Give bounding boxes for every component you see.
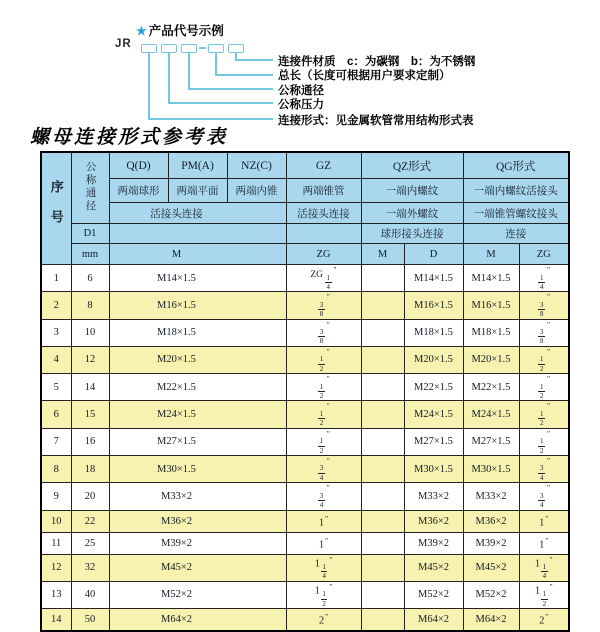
cell-qg-zg: 1 $\frac{1}{4}$ ″	[519, 554, 569, 581]
header-qz-d: D	[404, 244, 463, 265]
cell-qz-m	[361, 292, 404, 319]
cell-gz: $\frac{3}{8}$ ″	[286, 292, 361, 319]
header-qg-zg: ZG	[519, 244, 569, 265]
cell-gz: $\frac{1}{2}$ ″	[286, 401, 361, 428]
header-mm: mm	[71, 244, 109, 265]
cell-no: 14	[41, 609, 71, 632]
table-title: 螺母连接形式参考表	[30, 127, 229, 148]
cell-qg-m: M64×2	[463, 609, 519, 632]
connector-line	[215, 53, 217, 75]
cell-m: M30×1.5	[109, 455, 286, 482]
header-qz-sub1: 一端内螺纹	[361, 179, 463, 203]
cell-qz-m	[361, 609, 404, 632]
diagram-title	[136, 21, 224, 39]
cell-qg-zg: $\frac{1}{2}$ ″	[519, 428, 569, 455]
table-row	[41, 428, 569, 455]
cell-qz-d: M27×1.5	[404, 428, 463, 455]
cell-gz: $\frac{1}{2}$ ″	[286, 428, 361, 455]
cell-qz-m	[361, 265, 404, 292]
cell-qz-m	[361, 455, 404, 482]
cell-dn: 20	[71, 483, 109, 510]
connector-line	[168, 102, 273, 104]
cell-qz-d: M30×1.5	[404, 455, 463, 482]
cell-m: M33×2	[109, 483, 286, 510]
connector-line	[148, 53, 150, 119]
cell-qz-m	[361, 346, 404, 373]
cell-no: 4	[41, 346, 71, 373]
cell-dn: 25	[71, 532, 109, 554]
table-row	[41, 401, 569, 428]
cell-qg-m: M45×2	[463, 554, 519, 581]
table-row	[41, 319, 569, 346]
cell-qz-m	[361, 554, 404, 581]
cell-qg-zg: 1″	[519, 532, 569, 554]
cell-qz-m	[361, 401, 404, 428]
code-label-length: 总长（长度可根据用户要求定制）	[278, 70, 451, 82]
header-zg-gz: ZG	[286, 244, 361, 265]
header-col-pm: PM(A)	[168, 152, 227, 179]
table-row	[41, 374, 569, 401]
cell-qg-m: M20×1.5	[463, 346, 519, 373]
cell-qg-m: M33×2	[463, 483, 519, 510]
cell-no: 12	[41, 554, 71, 581]
header-qg-sub3: 连接	[463, 224, 569, 244]
header-dn: 公称通径	[71, 152, 109, 224]
header-q-sub: 两端球形	[109, 179, 168, 203]
cell-qg-zg: $\frac{3}{8}$ ″	[519, 292, 569, 319]
cell-qz-m	[361, 532, 404, 554]
table-row	[41, 346, 569, 373]
cell-dn: 22	[71, 510, 109, 532]
code-dash	[199, 47, 206, 49]
diagram-title-text: 产品代号示例	[148, 24, 224, 38]
cell-gz: 1 $\frac{1}{4}$ ″	[286, 554, 361, 581]
cell-no: 8	[41, 455, 71, 482]
cell-dn: 18	[71, 455, 109, 482]
table-row	[41, 510, 569, 532]
header-empty-1	[109, 224, 286, 244]
cell-qz-d: M20×1.5	[404, 346, 463, 373]
cell-qg-m: M30×1.5	[463, 455, 519, 482]
header-qg-sub2: 一端锥管螺纹接头	[463, 203, 569, 224]
header-m3: M	[109, 244, 286, 265]
cell-dn: 6	[71, 265, 109, 292]
cell-m: M14×1.5	[109, 265, 286, 292]
header-col-qg: QG形式	[463, 152, 569, 179]
star-icon: ★	[136, 24, 147, 38]
header-col-gz: GZ	[286, 152, 361, 179]
cell-qz-d: M24×1.5	[404, 401, 463, 428]
cell-no: 6	[41, 401, 71, 428]
cell-m: M39×2	[109, 532, 286, 554]
connector-line	[215, 74, 273, 76]
cell-dn: 14	[71, 374, 109, 401]
cell-gz: 1″	[286, 510, 361, 532]
cell-qg-zg: $\frac{1}{2}$ ″	[519, 401, 569, 428]
cell-dn: 8	[71, 292, 109, 319]
table-row	[41, 483, 569, 510]
header-nz-sub: 两端内锥	[227, 179, 286, 203]
header-qg-sub1: 一端内螺纹活接头	[463, 179, 569, 203]
cell-m: M52×2	[109, 581, 286, 608]
cell-qg-m: M36×2	[463, 510, 519, 532]
table-row	[41, 581, 569, 608]
header-empty-2	[286, 224, 361, 244]
table-row	[41, 292, 569, 319]
cell-no: 2	[41, 292, 71, 319]
cell-qg-zg: $\frac{3}{4}$ ″	[519, 483, 569, 510]
header-qg-m: M	[463, 244, 519, 265]
cell-qg-zg: $\frac{1}{2}$ ″	[519, 374, 569, 401]
header-d1: D1	[71, 224, 109, 244]
cell-m: M16×1.5	[109, 292, 286, 319]
cell-qg-m: M22×1.5	[463, 374, 519, 401]
cell-m: M18×1.5	[109, 319, 286, 346]
cell-no: 3	[41, 319, 71, 346]
cell-qz-d: M39×2	[404, 532, 463, 554]
cell-qg-zg: 2″	[519, 609, 569, 632]
cell-qg-m: M18×1.5	[463, 319, 519, 346]
header-qz-m: M	[361, 244, 404, 265]
code-box-4	[208, 44, 224, 53]
cell-m: M20×1.5	[109, 346, 286, 373]
cell-qz-d: M36×2	[404, 510, 463, 532]
cell-gz: 1 $\frac{1}{2}$ ″	[286, 581, 361, 608]
cell-qz-d: M22×1.5	[404, 374, 463, 401]
table-row	[41, 265, 569, 292]
table-row	[41, 554, 569, 581]
cell-m: M27×1.5	[109, 428, 286, 455]
connector-line	[188, 53, 190, 89]
header-gz-union: 活接头连接	[286, 203, 361, 224]
connector-line	[188, 88, 273, 90]
cell-qz-d: M18×1.5	[404, 319, 463, 346]
table-header	[41, 152, 569, 265]
cell-m: M24×1.5	[109, 401, 286, 428]
cell-qg-m: M16×1.5	[463, 292, 519, 319]
cell-qg-m: M14×1.5	[463, 265, 519, 292]
header-pm-sub: 两端平面	[168, 179, 227, 203]
header-seq: 序号	[41, 152, 71, 265]
header-qz-sub3: 球形接头连接	[361, 224, 463, 244]
code-label-diameter: 公称通径	[278, 85, 324, 97]
cell-qz-m	[361, 428, 404, 455]
connector-line	[168, 53, 170, 103]
header-qz-sub2: 一端外螺纹	[361, 203, 463, 224]
cell-qz-d: M33×2	[404, 483, 463, 510]
cell-dn: 16	[71, 428, 109, 455]
cell-dn: 15	[71, 401, 109, 428]
cell-qg-m: M27×1.5	[463, 428, 519, 455]
cell-qz-d: M64×2	[404, 609, 463, 632]
cell-qz-m	[361, 483, 404, 510]
connector-line	[235, 59, 273, 61]
cell-m: M64×2	[109, 609, 286, 632]
cell-qz-d: M45×2	[404, 554, 463, 581]
table-body	[41, 265, 569, 632]
product-code-prefix: JR	[115, 38, 132, 50]
header-col-qz: QZ形式	[361, 152, 463, 179]
cell-no: 5	[41, 374, 71, 401]
header-gz-sub: 两端锥管	[286, 179, 361, 203]
cell-gz: $\frac{3}{4}$ ″	[286, 455, 361, 482]
cell-dn: 50	[71, 609, 109, 632]
cell-no: 9	[41, 483, 71, 510]
header-union3: 活接头连接	[109, 203, 286, 224]
nut-connection-table	[40, 151, 570, 632]
code-box-2	[161, 44, 177, 53]
cell-dn: 10	[71, 319, 109, 346]
cell-no: 11	[41, 532, 71, 554]
cell-dn: 40	[71, 581, 109, 608]
cell-no: 1	[41, 265, 71, 292]
cell-qz-m	[361, 374, 404, 401]
cell-gz: $\frac{1}{2}$ ″	[286, 374, 361, 401]
cell-dn: 32	[71, 554, 109, 581]
code-label-pressure: 公称压力	[278, 99, 324, 111]
cell-gz: $\frac{1}{2}$ ″	[286, 346, 361, 373]
header-col-q: Q(D)	[109, 152, 168, 179]
cell-qg-zg: $\frac{3}{8}$ ″	[519, 319, 569, 346]
header-col-nz: NZ(C)	[227, 152, 286, 179]
cell-m: M45×2	[109, 554, 286, 581]
cell-no: 13	[41, 581, 71, 608]
cell-qz-d: M16×1.5	[404, 292, 463, 319]
cell-gz: 2″	[286, 609, 361, 632]
cell-qg-m: M24×1.5	[463, 401, 519, 428]
code-box-3	[181, 44, 197, 53]
cell-qg-zg: 1 $\frac{1}{2}$ ″	[519, 581, 569, 608]
cell-qg-zg: $\frac{1}{2}$ ″	[519, 346, 569, 373]
table-row	[41, 455, 569, 482]
cell-gz: $\frac{3}{8}$ ″	[286, 319, 361, 346]
code-label-material: 连接件材质 c：为碳钢 b：为不锈钢	[278, 56, 476, 68]
cell-qz-d: M52×2	[404, 581, 463, 608]
cell-gz: 1″	[286, 532, 361, 554]
cell-qg-m: M39×2	[463, 532, 519, 554]
cell-qg-zg: $\frac{3}{4}$ ″	[519, 455, 569, 482]
cell-qz-m	[361, 510, 404, 532]
cell-qg-zg: 1″	[519, 510, 569, 532]
code-label-connection: 连接形式：见金属软管常用结构形式表	[278, 115, 474, 127]
code-box-1	[141, 44, 157, 53]
cell-qg-m: M52×2	[463, 581, 519, 608]
cell-no: 10	[41, 510, 71, 532]
code-box-5	[228, 44, 244, 53]
table-row	[41, 609, 569, 632]
cell-qg-zg: $\frac{1}{4}$ ″	[519, 265, 569, 292]
cell-m: M22×1.5	[109, 374, 286, 401]
cell-gz: ZG $\frac{1}{4}$ ″	[286, 265, 361, 292]
cell-qz-m	[361, 581, 404, 608]
cell-qz-m	[361, 319, 404, 346]
cell-qz-d: M14×1.5	[404, 265, 463, 292]
cell-gz: $\frac{3}{4}$ ″	[286, 483, 361, 510]
connector-line	[148, 118, 273, 120]
cell-dn: 12	[71, 346, 109, 373]
table-row	[41, 532, 569, 554]
cell-m: M36×2	[109, 510, 286, 532]
cell-no: 7	[41, 428, 71, 455]
